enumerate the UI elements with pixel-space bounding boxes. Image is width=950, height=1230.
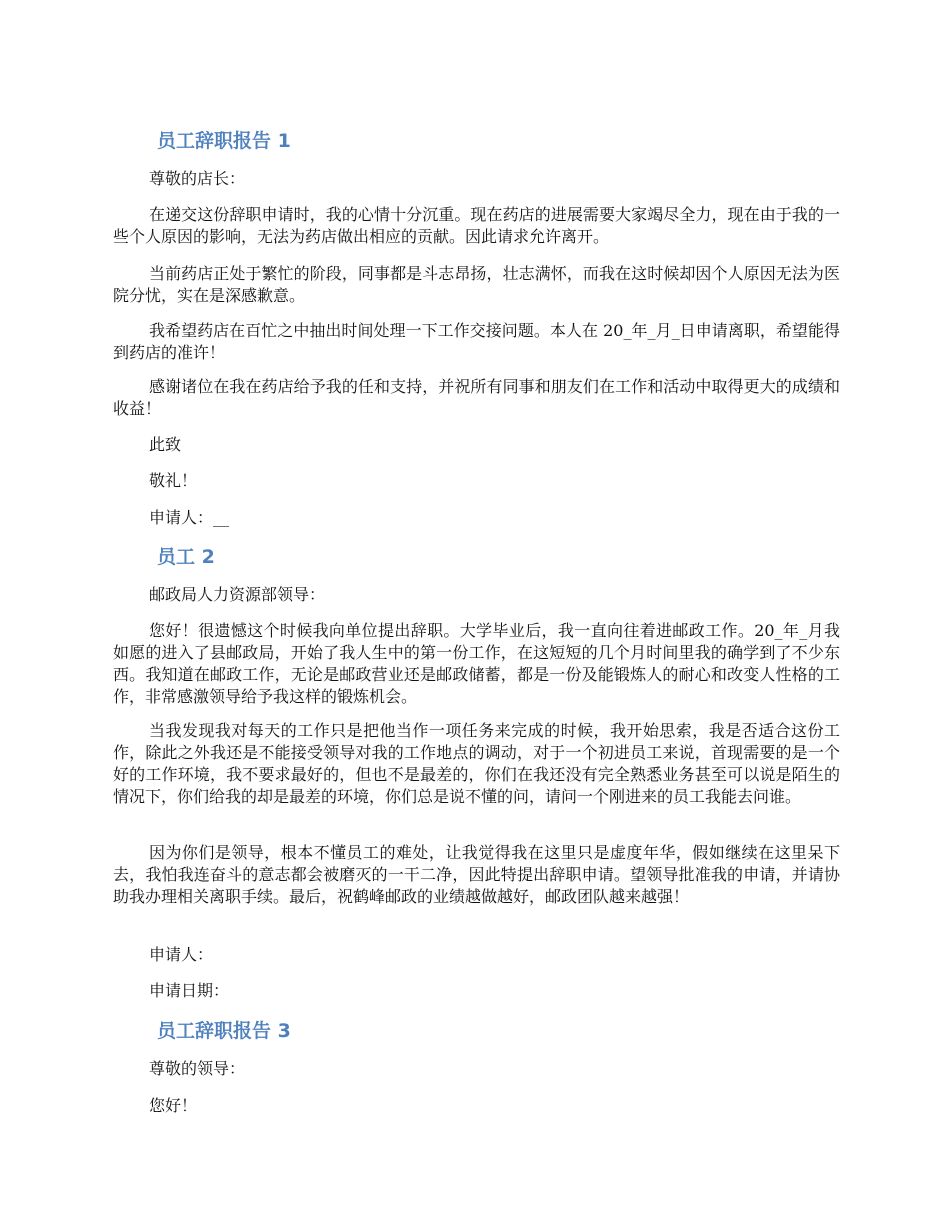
applicant-line-1: 申请人：__ bbox=[149, 508, 230, 527]
section-heading-2: 员工 2 bbox=[157, 546, 215, 568]
closing-1: 此致 bbox=[149, 435, 182, 454]
salutation-2: 邮政局人力资源部领导： bbox=[149, 585, 326, 604]
paragraph-2-1: 您好！很遗憾这个时候我向单位提出辞职。大学毕业后，我一直向往着进邮政工作。20_年_月我如愿的进入了县邮政局，开始了我人生中的第一份工作，在这短短的几个月时间里我的确学到了不少东西。我知道在邮政工作，无论是邮政营业还是邮政储蓄，都是一份及能锻炼人的耐心和改变人性格的工作，非常感激领导给予我这样的锻炼机会。 bbox=[113, 621, 840, 706]
paragraph-1-3: 我希望药店在百忙之中抽出时间处理一下工作交接问题。本人在 20_年_月_日申请离职，希望能得到药店的准许！ bbox=[113, 321, 840, 362]
paragraph-2-2: 当我发现我对每天的工作只是把他当作一项任务来完成的时候，我开始思索，我是否适合这份工作，除此之外我还是不能接受领导对我的工作地点的调动，对于一个初进员工来说，首现需要的是一个好的工作环境，我不要求最好的，但也不是最差的，你们在我还没有完全熟悉业务甚至可以说是陌生的情况下，你们给我的却是最差的环境，你们总是说不懂的问，请问一个刚进来的员工我能去问谁。 bbox=[113, 721, 840, 806]
paragraph-1-1: 在递交这份辞职申请时，我的心情十分沉重。现在药店的进展需要大家竭尽全力，现在由于我的一些个人原因的影响，无法为药店做出相应的贡献。因此请求允许离开。 bbox=[113, 205, 840, 246]
section-heading-1: 员工辞职报告 1 bbox=[157, 130, 291, 152]
salutation-1: 尊敬的店长： bbox=[149, 169, 246, 188]
closing-2: 敬礼！ bbox=[149, 471, 198, 490]
paragraph-1-2: 当前药店正处于繁忙的阶段，同事都是斗志昂扬，壮志满怀，而我在这时候却因个人原因无法为医院分忧，实在是深感歉意。 bbox=[113, 264, 840, 305]
paragraph-2-3: 因为你们是领导，根本不懂员工的难处，让我觉得我在这里只是虚度年华，假如继续在这里呆下去，我怕我连奋斗的意志都会被磨灭的一干二净，因此特提出辞职申请。望领导批准我的申请，并请协助我办理相关离职手续。最后，祝鹤峰邮政的业绩越做越好，邮政团队越来越强！ bbox=[113, 843, 840, 906]
applicant-line-2: 申请人： bbox=[149, 945, 214, 964]
greeting-3: 您好！ bbox=[149, 1096, 198, 1115]
apply-date-line: 申请日期： bbox=[149, 981, 230, 1000]
paragraph-1-4: 感谢诸位在我在药店给予我的任和支持，并祝所有同事和朋友们在工作和活动中取得更大的成绩和收益！ bbox=[113, 377, 840, 418]
section-heading-3: 员工辞职报告 3 bbox=[157, 1020, 291, 1042]
salutation-3: 尊敬的领导： bbox=[149, 1059, 246, 1078]
